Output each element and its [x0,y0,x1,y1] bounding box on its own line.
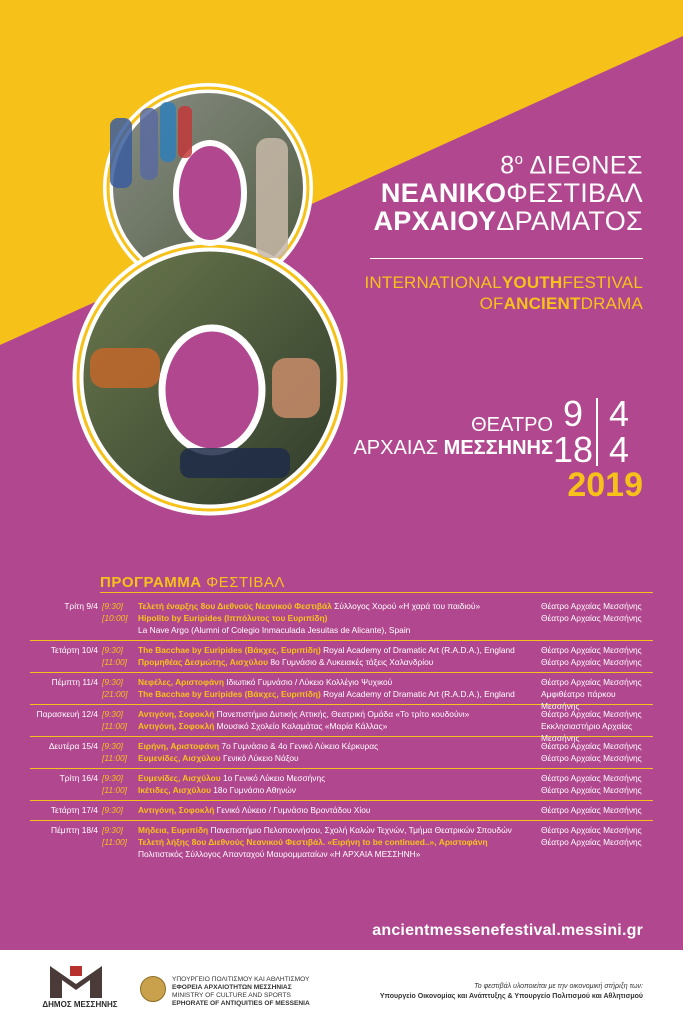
program-day [30,640,653,672]
sponsor-note [343,982,643,1002]
event-time: [11:00] [102,657,127,667]
event-group: Σύλλογος Χορού «Η χαρά του παιδιού» [331,601,481,611]
program-event [30,688,653,711]
sponsor-line2: Υπουργείο Οικονομίας και Ανάπτυξης & Υπουργείο Πολιτισμού και Αθλητισμού [379,993,643,1000]
program-list [30,597,653,864]
event-title: Αντιγόνη, Σοφοκλή [138,709,215,719]
program-event [30,752,653,764]
title-divider [370,258,643,259]
program-event [30,676,653,688]
en-of: OF [479,294,504,314]
event-group: 8ο Γυμνάσιο & Λυκειακές τάξεις Χαλανδρίου [268,657,434,667]
event-extra: Πολιτιστικός Σύλλογος Απανταχού Μαυρομματαίων «Η ΑΡΧΑΙΑ ΜΕΣΣΗΝΗ» [138,849,421,859]
en-drama: DRAMA [580,294,643,314]
event-venue: Θέατρο Αρχαίας Μεσσήνης [541,837,642,847]
title-line2: ΦΕΣΤΙΒΑΛ [506,177,643,208]
event-venue: Θέατρο Αρχαίας Μεσσήνης [541,613,642,623]
event-title: Αντιγόνη, Σοφοκλή [138,721,215,731]
municipality-name: ΔΗΜΟΣ ΜΕΣΣΗΝΗΣ [42,1000,118,1009]
event-time: [9:30] [102,741,123,751]
event-group: 1ο Γενικό Λύκειο Μεσσήνης [220,773,326,783]
program-event [30,772,653,784]
program-event [30,740,653,752]
event-time: [9:30] [102,773,123,783]
event-day: Δευτέρα 15/4 [48,741,98,751]
program-day [30,820,653,864]
program-day [30,597,653,640]
ministry-text [172,976,372,1008]
event-venue: Θέατρο Αρχαίας Μεσσήνης [541,601,642,611]
program-event [30,600,653,612]
start-month: 4 [608,393,630,434]
program-event [30,784,653,796]
event-day: Παρασκευή 12/4 [36,709,98,719]
event-time: [9:30] [102,601,123,611]
event-title: Μήδεια, Ευριπίδη [138,825,209,835]
program-event [30,836,653,848]
event-day [30,836,98,848]
en-international: INTERNATIONAL [364,273,502,292]
event-time: [9:30] [102,677,123,687]
program-title-bold: ΠΡΟΓΡΑΜΜΑ [100,574,202,591]
start-day: 9 [562,393,584,434]
event-day: Τετάρτη 10/4 [50,645,98,655]
program-event [30,644,653,656]
ministry-gr-1: ΥΠΟΥΡΓΕΙΟ ΠΟΛΙΤΙΣΜΟΥ ΚΑΙ ΑΘΛΗΤΙΣΜΟΥ [172,976,310,983]
venue-line1: ΘΕΑΤΡΟ [471,414,553,436]
festival-title-english [303,272,643,315]
event-day [30,612,98,624]
event-day: Πέμπτη 18/4 [51,825,98,835]
event-time: [21:00] [102,689,128,699]
event-venue: Θέατρο Αρχαίας Μεσσήνης [541,785,642,795]
event-group: Πανεπιστήμιο Πελοποννήσου, Σχολή Καλών Τεχνών, Τμήμα Θεατρικών Σπουδών [208,825,512,835]
event-time: [9:30] [102,825,123,835]
event-venue: Θέατρο Αρχαίας Μεσσήνης [541,753,642,763]
event-title: Τελετή λήξης 8ου Διεθνούς Νεανικού Φεστιβάλ. «Ειρήνη to be continued..», Αριστοφάνη [138,837,488,847]
program-title [100,574,285,591]
edition-number: 8 [500,151,515,180]
event-venue: Θέατρο Αρχαίας Μεσσήνης [541,677,642,687]
event-venue: Αμφιθέατρο πάρκου Μεσσήνης [541,689,616,711]
event-venue: Θέατρο Αρχαίας Μεσσήνης [541,825,642,835]
ministry-en-1: MINISTRY OF CULTURE AND SPORTS [172,992,291,999]
event-time: [9:30] [102,645,123,655]
event-group: 18ο Γυμνάσιο Αθηνών [210,785,296,795]
ministry-seal-icon [140,976,166,1002]
event-day [30,784,98,796]
event-group: Royal Academy of Dramatic Art (R.A.D.A.), England [320,645,515,655]
sponsor-line1: Το φεστιβάλ υλοποιείται με την οικονομική στήριξη των: [474,983,643,990]
en-festival: FESTIVAL [562,273,643,292]
event-group: Μουσικό Σχολείο Καλαμάτας «Μαρία Κάλλας» [214,721,388,731]
event-venue: Θέατρο Αρχαίας Μεσσήνης [541,709,642,719]
event-day: Τρίτη 9/4 [64,601,98,611]
ministry-gr-2: ΕΦΟΡΕΙΑ ΑΡΧΑΙΟΤΗΤΩΝ ΜΕΣΣΗΝΙΑΣ [172,984,292,991]
event-group: Royal Academy of Dramatic Art (R.A.D.A.), England [320,689,515,699]
event-title: Ευμενίδες, Αισχύλου [138,753,221,763]
event-time: [11:00] [102,837,127,847]
program-title-rule [100,592,653,593]
event-title: Ικέτιδες, Αισχύλου [138,785,211,795]
program-event [30,708,653,720]
event-day [30,752,98,764]
program-event [30,804,653,816]
event-group: 7ο Γυμνάσιο & 4ο Γενικό Λύκειο Κέρκυρας [219,741,379,751]
event-extra: La Nave Argo (Alumni of Colegio Inmaculada Jesuitas de Alicante), Spain [138,625,411,635]
municipality-logo-icon [50,966,102,998]
title-line3-bold: ΑΡΧΑΙΟΥ [373,205,497,236]
program-title-rest: ΦΕΣΤΙΒΑΛ [201,574,285,591]
event-title: Hipolito by Euripides (Ιππόλυτος του Ευριπίδη) [138,613,328,623]
end-month: 4 [608,429,630,470]
end-day: 18 [553,429,594,470]
event-day: Τετάρτη 17/4 [50,805,98,815]
event-time: [11:00] [102,785,127,795]
event-day [30,720,98,732]
event-venue: Θέατρο Αρχαίας Μεσσήνης [541,645,642,655]
event-title: Προμηθέας Δεσμώτης, Αισχύλου [138,657,268,667]
event-title: Νεφέλες, Αριστοφάνη [138,677,224,687]
venue [293,414,553,460]
event-title: The Bacchae by Euripides (Βάκχες, Ευριπίδη) [138,645,321,655]
event-venue: Θέατρο Αρχαίας Μεσσήνης [541,741,642,751]
program-event [30,612,653,624]
festival-year: 2019 [567,466,643,504]
program-day [30,672,653,711]
event-title: The Bacchae by Euripides (Βάκχες, Ευριπίδη) [138,689,321,699]
venue-line2a: ΑΡΧΑΙΑΣ [353,437,444,459]
date-divider [596,398,598,466]
program-day [30,736,653,768]
event-title: Ειρήνη, Αριστοφάνη [138,741,220,751]
program-event [30,720,653,743]
event-venue: Εκκλησιαστήριο Αρχαίας Μεσσήνης [541,721,633,743]
event-title: Αντιγόνη, Σοφοκλή [138,805,215,815]
festival-dates [553,393,643,470]
venue-line2b: ΜΕΣΣΗΝΗΣ [443,437,553,459]
event-time: [11:00] [102,753,127,763]
title-line3: ΔΡΑΜΑΤΟΣ [496,205,643,236]
program-day [30,800,653,820]
ministry-en-2: EPHORATE OF ANTIQUITIES OF MESSENIA [172,1000,310,1007]
event-venue: Θέατρο Αρχαίας Μεσσήνης [541,773,642,783]
website-url[interactable]: ancientmessenefestival.messini.gr [372,922,643,939]
event-venue: Θέατρο Αρχαίας Μεσσήνης [541,657,642,667]
event-group: Γενικό Λύκειο Νάξου [220,753,299,763]
event-title: Τελετή έναρξης 8ου Διεθνούς Νεανικού Φεστιβάλ [138,601,332,611]
event-day [30,688,98,700]
event-day: Τρίτη 16/4 [59,773,98,783]
event-time: [9:30] [102,805,123,815]
festival-title-greek [313,152,643,235]
title-line2-bold: ΝΕΑΝΙΚΟ [380,177,507,208]
program-day [30,704,653,743]
program-event [30,656,653,668]
event-day: Πέμπτη 11/4 [51,677,98,687]
program-event [30,824,653,836]
event-day [30,656,98,668]
title-line1: ΔΙΕΘΝΕΣ [529,151,643,180]
event-group: Πανεπιστήμιο Δυτικής Αττικής, Θεατρική Ομάδα «Το τρίτο κουδούνι» [214,709,470,719]
en-youth: YOUTH [501,273,563,292]
en-ancient: ANCIENT [503,294,581,314]
event-time: [11:00] [102,721,127,731]
edition-suffix: ο [514,151,524,168]
event-group: Ιδιωτικό Γυμνάσιο / Λύκειο Κολλέγιο Ψυχικού [223,677,393,687]
event-time: [10:00] [102,613,128,623]
event-venue: Θέατρο Αρχαίας Μεσσήνης [541,805,642,815]
event-title: Ευμενίδες, Αισχύλου [138,773,221,783]
program-day [30,768,653,800]
event-time: [9:30] [102,709,123,719]
event-group: Γενικό Λύκειο / Γυμνάσιο Βροντάδου Χίου [214,805,371,815]
